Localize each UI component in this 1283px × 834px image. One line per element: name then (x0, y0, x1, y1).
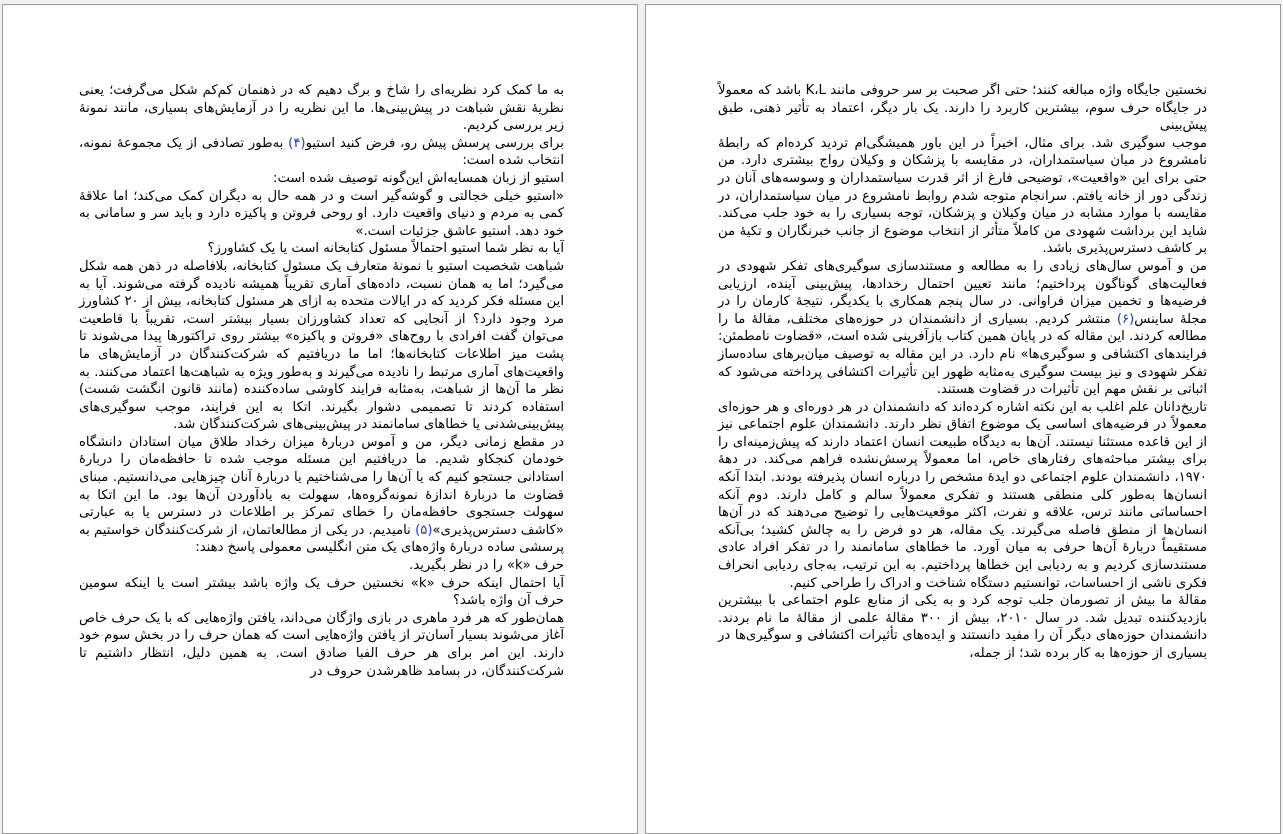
paragraph: آیا به نظر شما استیو احتمالاً مسئول کتابخانه است یا یک کشاورز؟ (207, 241, 564, 257)
page-text-left (79, 82, 564, 680)
page-text-right (718, 82, 1207, 663)
paragraph: همان‌طور که هر فرد ماهری در بازی واژگان می‌داند، یافتن واژه‌هایی که با یک حرف خاص آغاز می‌شوند بسیار آسان‌تر از یافتن واژه‌هایی است که همان حرف را در بخش سوم خود دارند. این امر برای هر حرف الفبا صادق است. به همین دلیل، انتظار داشتیم تا شرکت‌کنندگان، در بسامد ظاهرشدن حروف در (79, 610, 564, 679)
paragraph-text: منتشر کردیم. بسیاری از دانشمندان در حوزه‌های مختلف، مقالهٔ ما را مطالعه کردند. این مقاله که در پایان همین کتاب بازآفرینی شده است، «قضاوت نامطمئن: فرایندهای اکتشافی و سوگیری‌ها» نام دارد. در این مقاله به توصیف میان‌برهای ساده‌ساز تفکر شهودی و نیز بیست سوگیری به‌مثابه ظهور این تأثیرات اکتشافی پرداخته می‌شود که اثباتی بر نقش مهم این تأثیرات در قضاوت هستند. (718, 311, 1207, 398)
paragraph: تاریخ‌دانان علم اغلب به این نکته اشاره کرده‌اند که دانشمندان در هر دوره‌ای و هر حوزه‌ای معمولاً در فرضیه‌های اساسی یک موضوع اتفاق نظر دارند. دانشمندان علوم اجتماعی نیز از این قاعده مستثنا نیستند. آن‌ها به دیدگاه طبیعت انسان اعتماد دارند که پیش‌زمینه‌ای را برای بیشتر مباحثه‌های رفتارهای خاص، اما معمولاً پرسش‌نشده فراهم می‌کند. در دههٔ ۱۹۷۰، دانشمندان علوم اجتماعی دو ایدهٔ مشخص را درباره انسان پذیرفته بودند. ابتدا آنکه انسان‌ها به‌طور کلی منطقی هستند و تفکری معمولاً سالم و کامل دارند. دوم آنکه احساساتی مانند ترس، علاقه و نفرت، اکثر موقعیت‌هایی را توضیح می‌دهند که در آن‌ها انسان‌ها از منطق فاصله می‌گیرند. یک مقاله، هر دو فرض را به چالش کشید؛ بی‌آنکه مستقیماً دربارهٔ آن‌ها حرفی به میان آورد. ما خطاهای سامانمند را در تفکر افراد عادی مستندسازی کردیم و به ردیابی این خطاها پرداختیم. به این ترتیب، به‌جای ردیابی انحراف فکری ناشی از احساسات، توانستیم دستگاه شناخت و ادراک را طراحی کنیم. (718, 399, 1207, 591)
paragraph-text: به‌طور تصادفی از یک مجموعهٔ نمونه، انتخاب شده است: (79, 135, 564, 169)
paragraph: مقالهٔ ما بیش از تصورمان جلب توجه کرد و به یکی از منابع علوم اجتماعی با بیشترین بازدیدکننده تبدیل شد. در سال ۲۰۱۰، بیش از ۳۰۰ مقالهٔ علمی از مقالهٔ ما نام بردند. دانشمندان حوزه‌های دیگر آن را مفید دانستند و ایده‌های تأثیرات اکتشافی و سوگیری‌ها در بسیاری از حوزه‌ها به کار برده شد؛ از جمله، (718, 593, 1208, 661)
paragraph: موجب سوگیری شد. برای مثال، اخیراً در این باور همیشگی‌ام تردید کرده‌ام که رابطهٔ نامشروع در میان سیاستمداران، در مقایسه با پزشکان و وکیلان رواج بیشتری دارد. من حتی برای این «واقعیت»، توضیحی فارغ از اثر قدرت سیاستمداران و وسوسه‌های آنان در زندگی دور از خانه یافتم. سرانجام متوجه شدم روابط نامشروع در میان سیاستمداران، در مقایسه با موارد مشابه در میان وکیلان و پزشکان، توجه بسیاری را به خود جلب می‌کند. شاید این برداشت شهودی من کاملاً متأثر از انتخاب موضوع از جانب خبرنگاران و تکیهٔ من بر کاشف دسترس‌پذیری باشد. (718, 135, 1207, 257)
paragraph: استیو از زبان همسایه‌اش این‌گونه توصیف شده است: (273, 170, 564, 186)
paragraph: شباهت شخصیت استیو با نمونهٔ متعارف یک مسئول کتابخانه، بلافاصله در ذهن همه شکل می‌گیرد؛ اما به همان نسبت، داده‌های آماری تقریباً همیشه نادیده گرفته می‌شوند. آیا به این مسئله فکر کردید که در ایالات متحده به ازای هر مسئول کتابخانه، بیش از ۲۰ کشاورز مرد وجود دارد؟ از آنجایی که تعداد کشاورزان بسیار بیشتر است، تقریباً با قاطعیت می‌توان گفت افرادی با روح‌های «فروتن و پاکیزه» بیشتر روی تراکتورها پیدا می‌شوند تا پشت میز اطلاعات کتابخانه‌ها؛ اما ما دریافتیم که شرکت‌کنندگان در آزمایش‌های ما واقعیت‌های آماری مرتبط را نادیده می‌گیرند و به‌طور ویژه به شباهت‌ها اعتماد می‌کنند. به نظر ما آن‌ها از شباهت، به‌مثابه فرایند کاوشی ساده‌کننده (مانند قانون انگشت شست) استفاده کردند تا تصمیمی دشوار بگیرند. اتکا به این فرایند، موجب سوگیری‌های پیش‌بینی‌شدنی یا خطاهای سامانمند در پیش‌بینی‌های شرکت‌کنندگان شد. (79, 258, 564, 433)
paragraph (718, 258, 1207, 399)
paragraph: آیا احتمال اینکه حرف «k» نخستین حرف یک واژه باشد بیشتر است یا اینکه سومین حرف آن واژه باشد؟ (79, 575, 564, 609)
footnote-citation-link[interactable]: (۵) (415, 522, 433, 538)
paragraph (79, 434, 564, 557)
document-page-right (645, 4, 1281, 834)
paragraph-text: نامیدیم. در یکی از مطالعاتمان، از شرکت‌کنندگان خواستیم به پرسشی ساده دربارهٔ واژه‌های یک متن انگلیسی معمولی پاسخ دهند: (79, 522, 564, 556)
footnote-citation-link[interactable]: (۶) (1116, 311, 1135, 327)
paragraph: به ما کمک کرد نظریه‌ای را شاخ و برگ دهیم که در ذهنمان کم‌کم شکل می‌گرفت؛ یعنی نظریهٔ نقش شباهت در پیش‌بینی‌ها. ما این نظریه را در آزمایش‌های بسیاری، مانند نمونهٔ زیر بررسی کردیم. (79, 83, 564, 134)
paragraph-text: برای بررسی پرسش پیش رو، فرض کنید استیو (305, 135, 564, 151)
document-page-left (2, 4, 638, 834)
paragraph (79, 135, 564, 170)
quote-paragraph: «استیو خیلی خجالتی و گوشه‌گیر است و در همه حال به دیگران کمک می‌کند؛ اما علاقهٔ کمی به مردم و دنیای واقعیت دارد. او روحی فروتن و پاکیزه دارد و باید سر و سامانی به خود دهد. استیو عاشق جزئیات است.» (79, 188, 564, 239)
paragraph: حرف «k» را در نظر بگیرید. (409, 558, 564, 574)
paragraph-text: در مقطع زمانی دیگر، من و آموس دربارهٔ میزان رخداد طلاق میان استادان دانشگاه خودمان کنجکاو شدیم. ما دریافتیم این مسئله موجب شده تا حافظه‌مان را دربارهٔ استادانی جستجو کنیم که یا آن‌ها را می‌شناختیم یا دربارهٔ آنان چیزهایی می‌دانستیم. مبنای قضاوت ما دربارهٔ اندازهٔ نمونه‌گروه‌ها، سهولت به یادآوردن آن‌ها بود. ما این اتکا به سهولت جستجوی حافظه‌مان را خطای تمرکز بر اطلاعات در دسترس یا به عبارتی «کاشف دسترس‌پذیری» (79, 434, 564, 538)
paragraph-text: من و آموس سال‌های زیادی را به مطالعه و مستندسازی سوگیری‌های تفکر شهودی در فعالیت‌های گوناگون پرداختیم؛ مانند تعیین احتمال رخدادها، پیش‌بینی آینده، ارزیابی فرضیه‌ها و تخمین میزان فراوانی. در سال پنجم همکاری با یکدیگر، نتیجهٔ کارمان را در مجلهٔ ساینس (718, 258, 1207, 327)
footnote-citation-link[interactable]: (۴) (288, 135, 306, 151)
paragraph: نخستین جایگاه واژه مبالغه کنند؛ حتی اگر صحبت بر سر حروفی مانند K،L باشد که معمولاً در جایگاه حرف سوم، بیشترین کاربرد را دارند. یک بار دیگر، اعتماد به تأثیر ذهنی، طبق پیش‌بینی (718, 83, 1207, 134)
